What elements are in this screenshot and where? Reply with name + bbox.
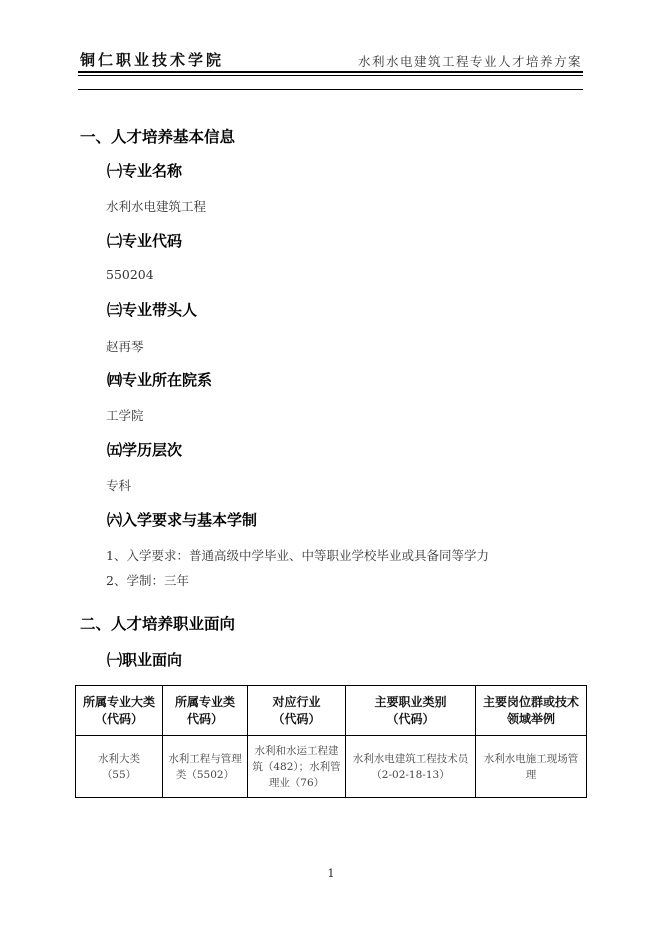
admission-requirement: 1、入学要求：普通高级中学毕业、中等职业学校毕业或具备同等学力 xyxy=(106,548,489,563)
header-school-name: 铜仁职业技术学院 xyxy=(80,51,225,69)
department-value: 工学院 xyxy=(106,408,144,423)
major-name-heading: ㈠专业名称 xyxy=(107,162,183,180)
cell-industry: 水利和水运工程建 筑（482）；水利管 理业（76） xyxy=(248,736,346,798)
header-rule-lower xyxy=(78,89,583,90)
header-major-category: 所属专业大类 （代码） xyxy=(76,686,163,736)
header-rule-thin xyxy=(78,75,583,76)
cell-occupation: 水利水电建筑工程技术员 （2-02-18-13） xyxy=(346,736,476,798)
career-orientation-heading: ㈠职业面向 xyxy=(107,651,183,669)
department-heading: ㈣专业所在院系 xyxy=(107,371,213,389)
table-row xyxy=(76,736,587,798)
header-rule-thick xyxy=(78,71,583,73)
major-name-value: 水利水电建筑工程 xyxy=(106,199,207,214)
major-leader-heading: ㈢专业带头人 xyxy=(107,301,198,319)
cell-major-class: 水利工程与管理 类（5502） xyxy=(163,736,248,798)
major-code-heading: ㈡专业代码 xyxy=(107,232,183,250)
major-code-value: 550204 xyxy=(106,267,154,282)
table-header-row xyxy=(76,686,587,736)
header-positions: 主要岗位群或技术 领域举例 xyxy=(476,686,587,736)
education-level-heading: ㈤学历层次 xyxy=(107,441,183,459)
page-number: 1 xyxy=(327,867,335,880)
admission-heading: ㈥入学要求与基本学制 xyxy=(107,511,258,529)
education-level-value: 专科 xyxy=(106,478,132,493)
header-occupation: 主要职业类别 （代码） xyxy=(346,686,476,736)
header-document-title: 水利水电建筑工程专业人才培养方案 xyxy=(357,54,582,69)
section-1-title: 一、人才培养基本信息 xyxy=(80,128,236,146)
header-major-class: 所属专业类 代码） xyxy=(163,686,248,736)
major-leader-value: 赵再琴 xyxy=(106,339,144,354)
header-industry: 对应行业 （代码） xyxy=(248,686,346,736)
career-orientation-table xyxy=(75,685,587,798)
study-duration: 2、学制：三年 xyxy=(106,573,189,588)
cell-major-category: 水利大类 （55） xyxy=(76,736,163,798)
section-2-title: 二、人才培养职业面向 xyxy=(80,615,236,633)
cell-positions: 水利水电施工现场管 理 xyxy=(476,736,587,798)
